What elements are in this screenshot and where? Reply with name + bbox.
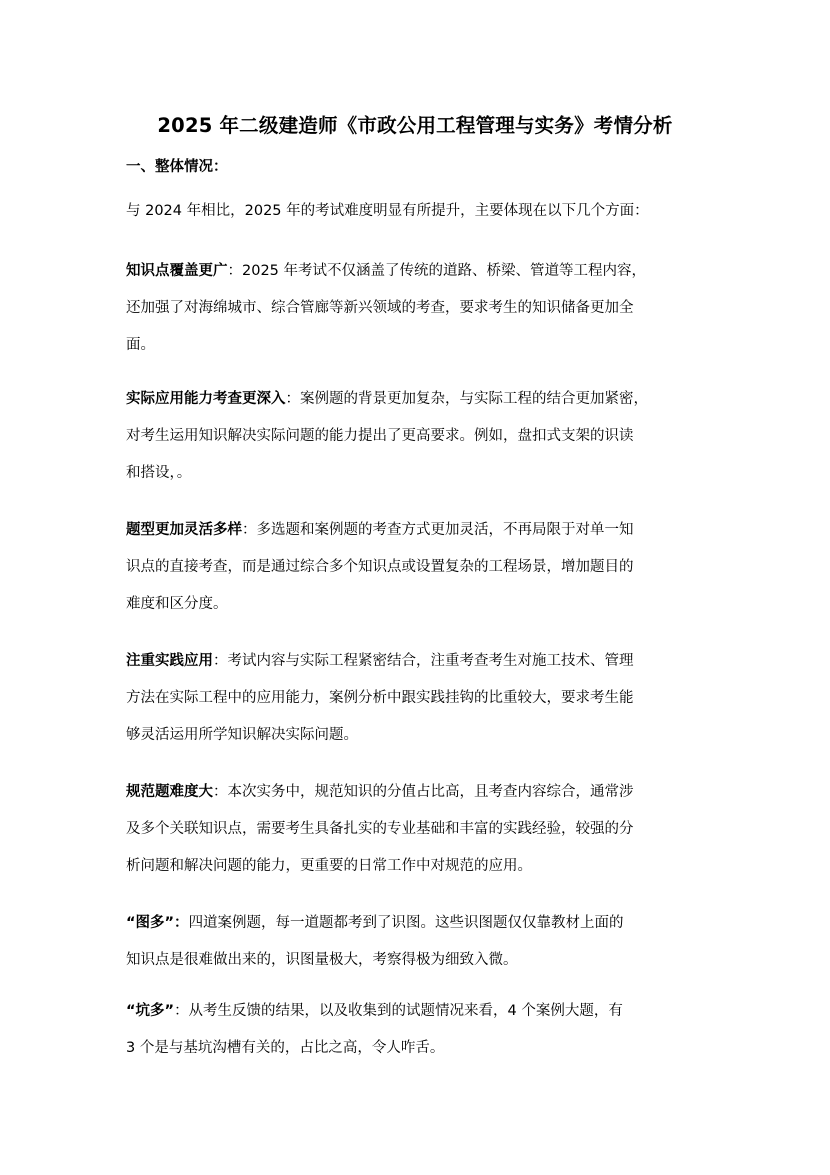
paragraph-line: 析问题和解决问题的能力，更重要的日常工作中对规范的应用。 xyxy=(126,858,532,874)
paragraph-line xyxy=(126,905,711,942)
paragraph-many-drawings xyxy=(126,905,711,979)
paragraph-text: ：本次实务中，规范知识的分值占比高，且考查内容综合，通常涉 xyxy=(213,784,634,800)
paragraph-line xyxy=(126,643,711,680)
paragraph-standards-difficulty xyxy=(126,774,711,885)
paragraph-heading: “坑多” xyxy=(126,1003,175,1019)
intro-paragraph: 与 2024 年相比，2025 年的考试难度明显有所提升，主要体现在以下几个方面： xyxy=(126,203,649,219)
paragraph-text: ：案例题的背景更加复杂，与实际工程的结合更加紧密， xyxy=(285,391,648,407)
paragraph-line: 3 个是与基坑沟槽有关的，占比之高，令人咋舌。 xyxy=(126,1040,445,1056)
paragraph-line: 和搭设，。 xyxy=(126,465,192,481)
paragraph-heading: 注重实践应用 xyxy=(126,653,213,669)
paragraph-text: ：考试内容与实际工程紧密结合，注重考查考生对施工技术、管理 xyxy=(213,653,634,669)
paragraph-knowledge-coverage xyxy=(126,253,711,364)
paragraph-practical-ability xyxy=(126,381,711,492)
paragraph-heading: 规范题难度大 xyxy=(126,784,213,800)
paragraph-heading: 知识点覆盖更广 xyxy=(126,263,228,279)
paragraph-line: 知识点是很难做出来的，识图量极大，考察得极为细致入微。 xyxy=(126,952,518,968)
paragraph-line: 对考生运用知识解决实际问题的能力提出了更高要求。例如，盘扣式支架的识读 xyxy=(126,428,634,444)
paragraph-line: 方法在实际工程中的应用能力，案例分析中跟实践挂钩的比重较大，要求考生能 xyxy=(126,690,634,706)
paragraph-heading: 题型更加灵活多样 xyxy=(126,522,242,538)
paragraph-heading: “图多”： xyxy=(126,915,189,931)
paragraph-practice-application xyxy=(126,643,711,754)
paragraph-line xyxy=(126,993,711,1030)
paragraph-line: 难度和区分度。 xyxy=(126,596,228,612)
section-heading: 一、整体情况： xyxy=(126,159,228,175)
paragraph-line xyxy=(126,512,711,549)
paragraph-question-types xyxy=(126,512,711,623)
paragraph-line: 还加强了对海绵城市、综合管廊等新兴领域的考查，要求考生的知识储备更加全 xyxy=(126,300,634,316)
paragraph-text: 四道案例题，每一道题都考到了识图。这些识图题仅仅靠教材上面的 xyxy=(188,915,624,931)
document-title: 2025 年二级建造师《市政公用工程管理与实务》考情分析 xyxy=(157,114,673,137)
paragraph-line: 及多个关联知识点，需要考生具备扎实的专业基础和丰富的实践经验，较强的分 xyxy=(126,821,634,837)
paragraph-line xyxy=(126,774,711,811)
paragraph-line: 识点的直接考查，而是通过综合多个知识点或设置复杂的工程场景，增加题目的 xyxy=(126,559,634,575)
paragraph-many-pits xyxy=(126,993,711,1067)
paragraph-heading: 实际应用能力考查更深入 xyxy=(126,391,286,407)
paragraph-line: 面。 xyxy=(126,337,155,353)
paragraph-text: ：多选题和案例题的考查方式更加灵活，不再局限于对单一知 xyxy=(242,522,634,538)
paragraph-line xyxy=(126,253,711,290)
paragraph-line xyxy=(126,381,711,418)
paragraph-text: ：从考生反馈的结果，以及收集到的试题情况来看，4 个案例大题，有 xyxy=(174,1003,623,1019)
paragraph-line: 够灵活运用所学知识解决实际问题。 xyxy=(126,727,358,743)
paragraph-text: ：2025 年考试不仅涵盖了传统的道路、桥梁、管道等工程内容， xyxy=(227,263,647,279)
